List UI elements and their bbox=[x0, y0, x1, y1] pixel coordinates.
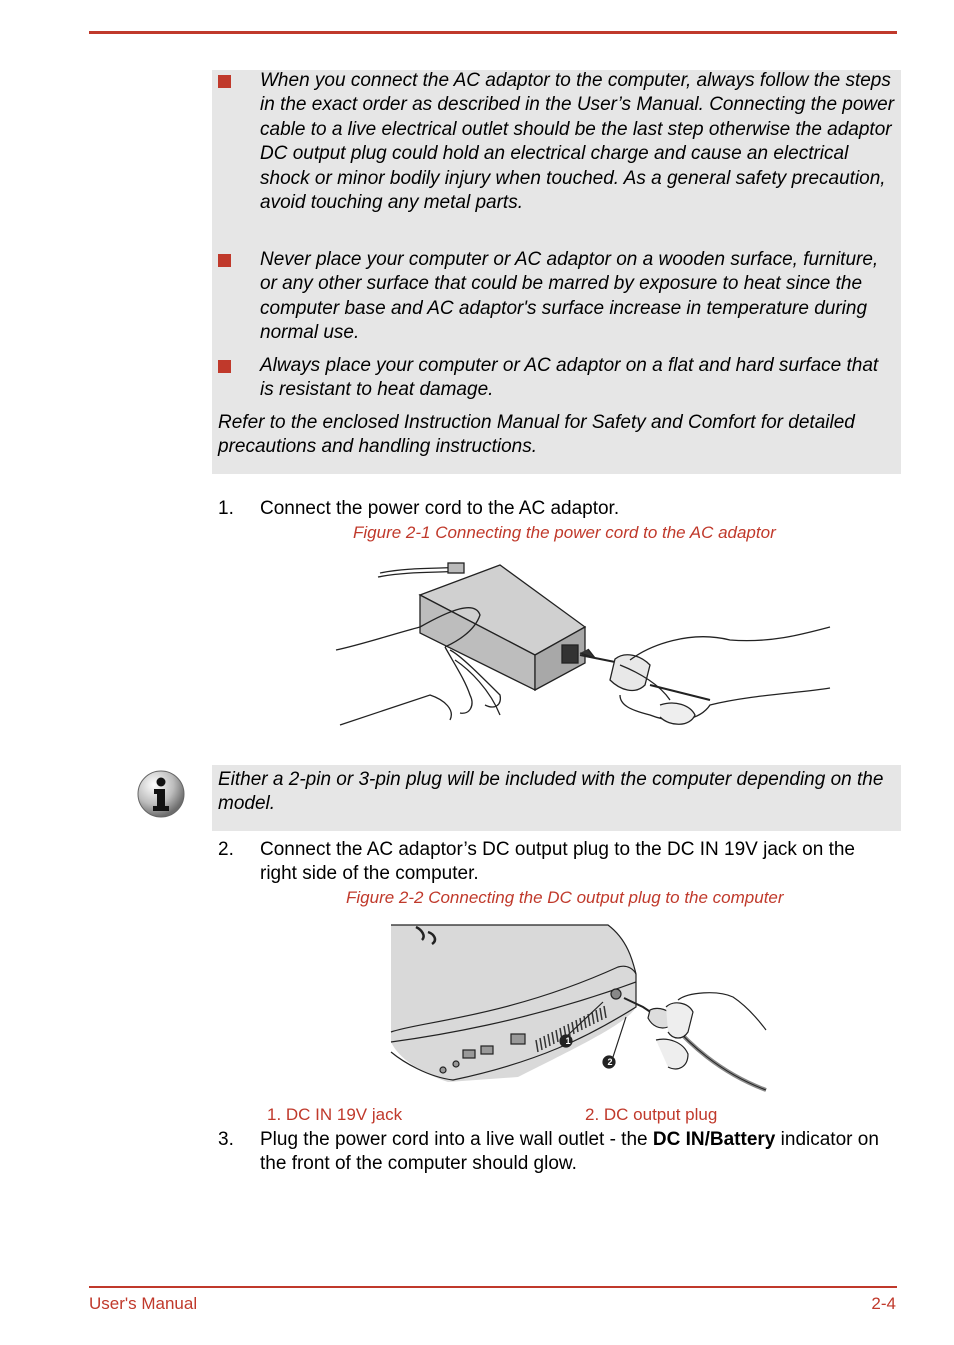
ac-adaptor-figure bbox=[330, 555, 840, 745]
caution-item: When you connect the AC adaptor to the computer, always follow the steps in the exact order as described in the User’s Manual. Connecting the power cable to a live electrical outlet should be the last step otherwise the adaptor DC output plug could hold an electrical charge and cause an electrical shock or minor bodily injury when touched. As a general safety precaution, avoid touching any metal parts. bbox=[260, 70, 895, 214]
figure-label-dc-in: 1. DC IN 19V jack bbox=[267, 1105, 403, 1124]
figure-caption: Figure 2-1 Connecting the power cord to the AC adaptor bbox=[353, 523, 776, 542]
figure-caption: Figure 2-2 Connecting the DC output plug to the computer bbox=[346, 888, 784, 907]
caution-item: Always place your computer or AC adaptor on a flat and hard surface that is resistant to heat damage. bbox=[260, 355, 879, 401]
caution-item: Never place your computer or AC adaptor on a wooden surface, furniture, or any other surface that could be marred by exposure to heat since the computer base and AC adaptor's surface increase in temperature during normal use. bbox=[260, 249, 879, 344]
info-icon bbox=[136, 769, 186, 819]
footer-title: User's Manual bbox=[89, 1294, 198, 1313]
note-text: Either a 2-pin or 3-pin plug will be included with the computer depending on the model. bbox=[218, 769, 884, 815]
dc-output-figure bbox=[388, 922, 770, 1092]
step-number: 1. bbox=[218, 498, 234, 519]
bullet-icon bbox=[218, 360, 231, 373]
step-text bbox=[260, 1128, 900, 1177]
dc-in-battery-label: DC IN/Battery bbox=[652, 1129, 776, 1150]
bullet-icon bbox=[218, 75, 231, 88]
bullet-icon bbox=[218, 254, 231, 267]
figure-label-dc-output: 2. DC output plug bbox=[585, 1105, 718, 1124]
caution-footer-text: Refer to the enclosed Instruction Manual for Safety and Comfort for detailed precautions and handling instructions. bbox=[218, 412, 855, 458]
footer-rule bbox=[89, 1286, 897, 1288]
step-text: Connect the AC adaptor’s DC output plug to the DC IN 19V jack on the right side of the computer. bbox=[260, 839, 855, 885]
step-text-part: Plug the power cord into a live wall outlet - the bbox=[260, 1129, 653, 1150]
callout-label: 1 bbox=[565, 1036, 571, 1046]
header-rule bbox=[89, 31, 897, 34]
step-number: 2. bbox=[218, 839, 234, 860]
callout-label: 2 bbox=[607, 1057, 613, 1067]
step-number: 3. bbox=[218, 1129, 234, 1150]
page-number: 2-4 bbox=[871, 1294, 896, 1313]
step-text-part: indicator on the front of the computer should glow. bbox=[260, 1129, 879, 1175]
step-text: Connect the power cord to the AC adaptor. bbox=[260, 498, 620, 519]
